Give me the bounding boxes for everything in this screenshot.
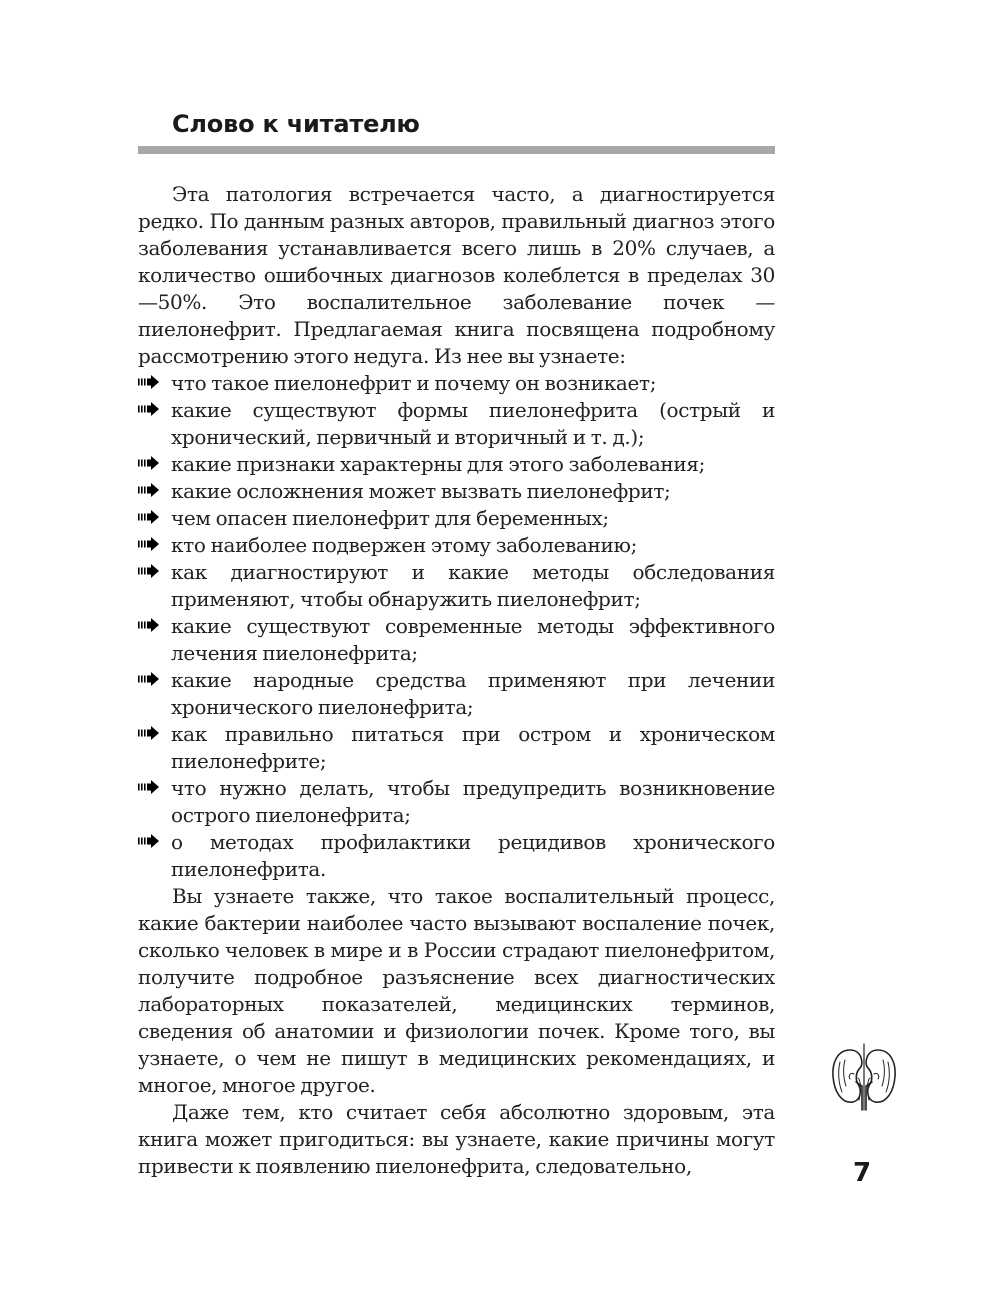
list-item [138, 721, 775, 775]
list-item-text: что такое пиелонефрит и почему он возникает; [171, 371, 657, 395]
arrow-right-icon [138, 779, 162, 795]
list-item [138, 559, 775, 613]
list-item-text: о методах профилактики рецидивов хронического пиелонефрита. [171, 830, 775, 881]
list-item-text: какие осложнения может вызвать пиелонефрит; [171, 479, 671, 503]
paragraph-intro: Эта патология встречается часто, а диагностируется редко. По данным разных авторов, правильный диагноз этого заболевания устанавливается всего лишь в 20% случаев, а количество ошибочных диагнозов колеблется в пределах 30—50%. Это воспалительное заболевание почек — пиелонефрит. Предлагаемая книга посвящена подробному рассмотрению этого недуга. Из нее вы узнаете: [138, 182, 775, 368]
arrow-right-icon [138, 671, 162, 687]
heading-rule [138, 146, 775, 154]
arrow-right-icon [138, 536, 162, 552]
list-item [138, 775, 775, 829]
list-item [138, 829, 775, 883]
arrow-right-icon [138, 482, 162, 498]
list-item [138, 532, 775, 559]
kidneys-icon [828, 1040, 900, 1112]
list-item-text: чем опасен пиелонефрит для беременных; [171, 506, 609, 530]
arrow-right-icon [138, 401, 162, 417]
list-item [138, 451, 775, 478]
paragraph-even: Даже тем, кто считает себя абсолютно здоровым, эта книга может пригодиться: вы узнаете, какие причины могут привести к появлению пиелонефрита, следовательно, [138, 1100, 775, 1178]
arrow-right-icon [138, 374, 162, 390]
list-item [138, 478, 775, 505]
arrow-right-icon [138, 617, 162, 633]
list-item-text: кто наиболее подвержен этому заболеванию; [171, 533, 637, 557]
list-item-text: как правильно питаться при остром и хроническом пиелонефрите; [171, 722, 775, 773]
list-item-text: что нужно делать, чтобы предупредить возникновение острого пиелонефрита; [171, 776, 775, 827]
arrow-right-icon [138, 833, 162, 849]
list-item [138, 505, 775, 532]
list-item-text: как диагностируют и какие методы обследования применяют, чтобы обнаружить пиелонефрит; [171, 560, 775, 611]
list-item [138, 613, 775, 667]
topic-list [138, 370, 775, 883]
list-item [138, 370, 775, 397]
arrow-right-icon [138, 455, 162, 471]
arrow-right-icon [138, 725, 162, 741]
list-item-text: какие существуют современные методы эффективного лечения пиелонефрита; [171, 614, 775, 665]
page-number: 7 [853, 1158, 872, 1188]
arrow-right-icon [138, 563, 162, 579]
page-title: Слово к читателю [172, 110, 420, 138]
list-item-text: какие существуют формы пиелонефрита (острый и хронический, первичный и вторичный и т. д.); [171, 398, 775, 449]
list-item [138, 667, 775, 721]
page-body [138, 181, 775, 1180]
list-item-text: какие народные средства применяют при лечении хронического пиелонефрита; [171, 668, 775, 719]
list-item [138, 397, 775, 451]
paragraph-also: Вы узнаете также, что такое воспалительный процесс, какие бактерии наиболее часто вызывают воспаление почек, сколько человек в мире и в России страдают пиелонефритом, получите подробное разъяснение всех диагностических лабораторных показателей, медицинских терминов, сведения об анатомии и физиологии почек. Кроме того, вы узнаете, о чем не пишут в медицинских рекомендациях, и многое, многое другое. [138, 884, 775, 1097]
list-item-text: какие признаки характерны для этого заболевания; [171, 452, 706, 476]
arrow-right-icon [138, 509, 162, 525]
